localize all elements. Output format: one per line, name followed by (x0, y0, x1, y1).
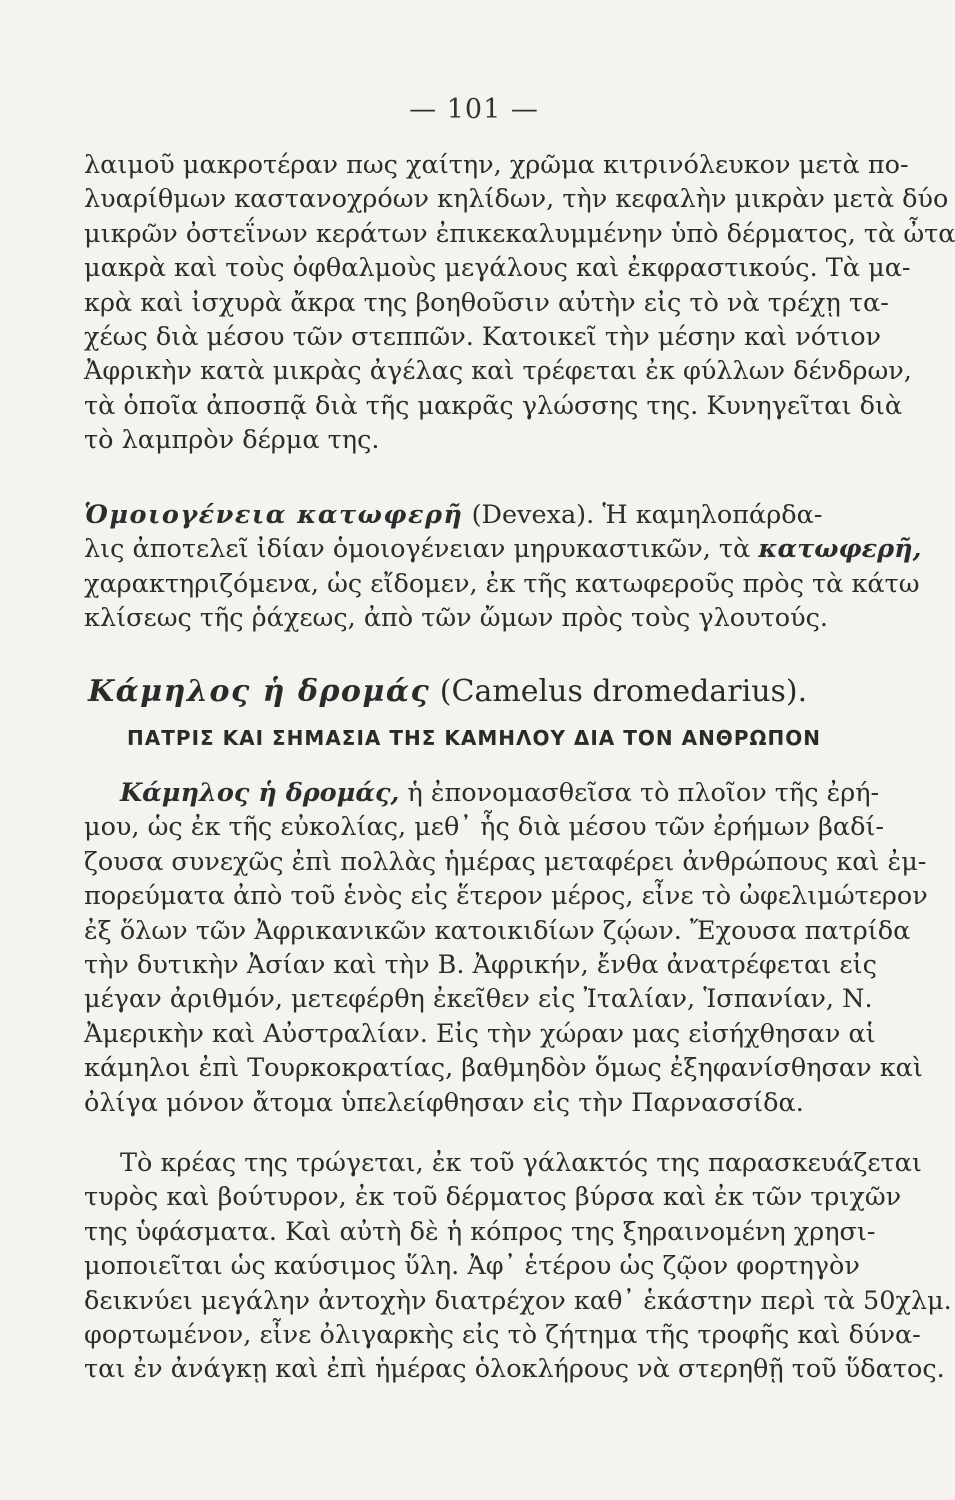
text-line (84, 532, 922, 566)
text-line: πορεύματα ἀπὸ τοῦ ἑνὸς εἰς ἕτερον μέρος, εἶνε τὸ ὠφελιμώτερον (84, 881, 928, 912)
section-title-greek: Κάμηλος ἡ δρομάς (88, 674, 431, 709)
family-term-latin: (Devexa). (471, 500, 595, 530)
text-fragment: ἡ ἐπονομασθεῖσα τὸ πλοῖον τῆς ἐρή- (407, 778, 880, 808)
lead-term: Κάμηλος ἡ δρομάς, (120, 778, 400, 808)
text-line: Τὸ κρέας της τρώγεται, ἐκ τοῦ γάλακτός της παρασκευάζεται (120, 1148, 922, 1178)
text-line: Ἀμερικὴν καὶ Αὐστραλίαν. Εἰς τὴν χώραν μας εἰσήχθησαν αἱ (84, 1018, 876, 1049)
text-line: ὀλίγα μόνον ἄτομα ὑπελείφθησαν εἰς τὴν Παρνασσίδα. (84, 1087, 804, 1118)
emphasized-term: κατωφερῆ, (758, 534, 922, 565)
text-line: δεικνύει μεγάλην ἀντοχὴν διατρέχον καθ᾿ ἑκάστην περὶ τὰ 50χλμ. (84, 1285, 952, 1316)
text-line: μοποιεῖται ὡς καύσιμος ὕλη. Ἀφ᾿ ἑτέρου ὡς ζῷον φορτηγὸν (84, 1251, 860, 1282)
paragraph-devexa-family (84, 498, 922, 636)
section-title-latin: (Camelus dromedarius). (439, 674, 808, 709)
section-subheading: ΠΑΤΡΙΣ ΚΑΙ ΣΗΜΑΣΙΑ ΤΗΣ ΚΑΜΗΛΟΥ ΔΙΑ ΤΟΝ ΑΝΘΡΩΠΟΝ (127, 726, 821, 750)
paragraph-giraffe-description (84, 148, 955, 458)
family-term: Ὁμοιογένεια κατωφερῆ (84, 500, 464, 530)
text-line: μακρὰ καὶ τοὺς ὀφθαλμοὺς μεγάλους καὶ ἐκφραστικούς. Τὰ μα- (84, 253, 911, 284)
text-line: φορτωμένον, εἶνε ὀλιγαρκὴς εἰς τὸ ζήτημα τῆς τροφῆς καὶ δύνα- (84, 1320, 921, 1351)
text-line: μέγαν ἀριθμόν, μετεφέρθη ἐκεῖθεν εἰς Ἰταλίαν, Ἱσπανίαν, Ν. (84, 984, 873, 1015)
paragraph-camel-uses (84, 1146, 952, 1387)
text-line: μικρῶν ὀστεΐνων κεράτων ἐπικεκαλυμμένην ὑπὸ δέρματος, τὰ ὦτα (84, 218, 955, 249)
text-line: κάμηλοι ἐπὶ Τουρκοκρατίας, βαθμηδὸν ὅμως ἐξηφανίσθησαν καὶ (84, 1053, 923, 1084)
text-line: της ὑφάσματα. Καὶ αὐτὴ δὲ ἡ κόπρος της ξηραινομένη χρησι- (84, 1216, 876, 1247)
text-line: ται ἐν ἀνάγκῃ καὶ ἐπὶ ἡμέρας ὁλοκλήρους νὰ στερηθῇ τοῦ ὕδατος. (84, 1354, 945, 1385)
text-fragment: λις ἀποτελεῖ ἰδίαν ὁμοιογένειαν μηρυκαστικῶν, τὰ (84, 534, 751, 565)
text-line: Ἀφρικὴν κατὰ μικρὰς ἀγέλας καὶ τρέφεται ἐκ φύλλων δένδρων, (84, 356, 912, 387)
text-line: κλίσεως τῆς ῥάχεως, ἀπὸ τῶν ὤμων πρὸς τοὺς γλουτούς. (84, 603, 828, 634)
page-number: — 101 — (409, 94, 539, 125)
text-line: τυρὸς καὶ βούτυρον, ἐκ τοῦ δέρματος βύρσα καὶ ἐκ τῶν τριχῶν (84, 1182, 902, 1213)
text-line: τὴν δυτικὴν Ἀσίαν καὶ τὴν Β. Ἀφρικήν, ἔνθα ἀνατρέφεται εἰς (84, 950, 877, 981)
text-fragment: Ἡ καμηλοπάρδα- (602, 500, 823, 530)
text-line: τὰ ὁποῖα ἀποσπᾷ διὰ τῆς μακρᾶς γλώσσης της. Κυνηγεῖται διὰ (84, 390, 903, 421)
section-title (88, 672, 828, 712)
text-line: ἐξ ὅλων τῶν Ἀφρικανικῶν κατοικιδίων ζῴων. Ἔχουσα πατρίδα (84, 915, 911, 946)
text-line (84, 776, 880, 810)
text-line: λυαρίθμων καστανοχρόων κηλίδων, τὴν κεφαλὴν μικρὰν μετὰ δύο (84, 184, 949, 215)
text-line: κρὰ καὶ ἰσχυρὰ ἄκρα της βοηθοῦσιν αὐτὴν εἰς τὸ νὰ τρέχῃ τα- (84, 287, 889, 318)
text-line: χαρακτηριζόμενα, ὡς εἴδομεν, ἐκ τῆς κατωφεροῦς πρὸς τὰ κάτω (84, 568, 920, 599)
text-line: ζουσα συνεχῶς ἐπὶ πολλὰς ἡμέρας μεταφέρει ἀνθρώπους καὶ ἐμ- (84, 846, 927, 877)
text-line: χέως διὰ μέσου τῶν στεππῶν. Κατοικεῖ τὴν μέσην καὶ νότιον (84, 322, 882, 353)
paragraph-dromedary (84, 776, 928, 1120)
text-line (84, 498, 824, 532)
text-line: τὸ λαμπρὸν δέρμα της. (84, 425, 380, 456)
text-line: μου, ὡς ἐκ τῆς εὐκολίας, μεθ᾿ ἧς διὰ μέσου τῶν ἐρήμων βαδί- (84, 812, 885, 843)
text-line: λαιμοῦ μακροτέραν πως χαίτην, χρῶμα κιτρινόλευκον μετὰ πο- (84, 150, 909, 180)
